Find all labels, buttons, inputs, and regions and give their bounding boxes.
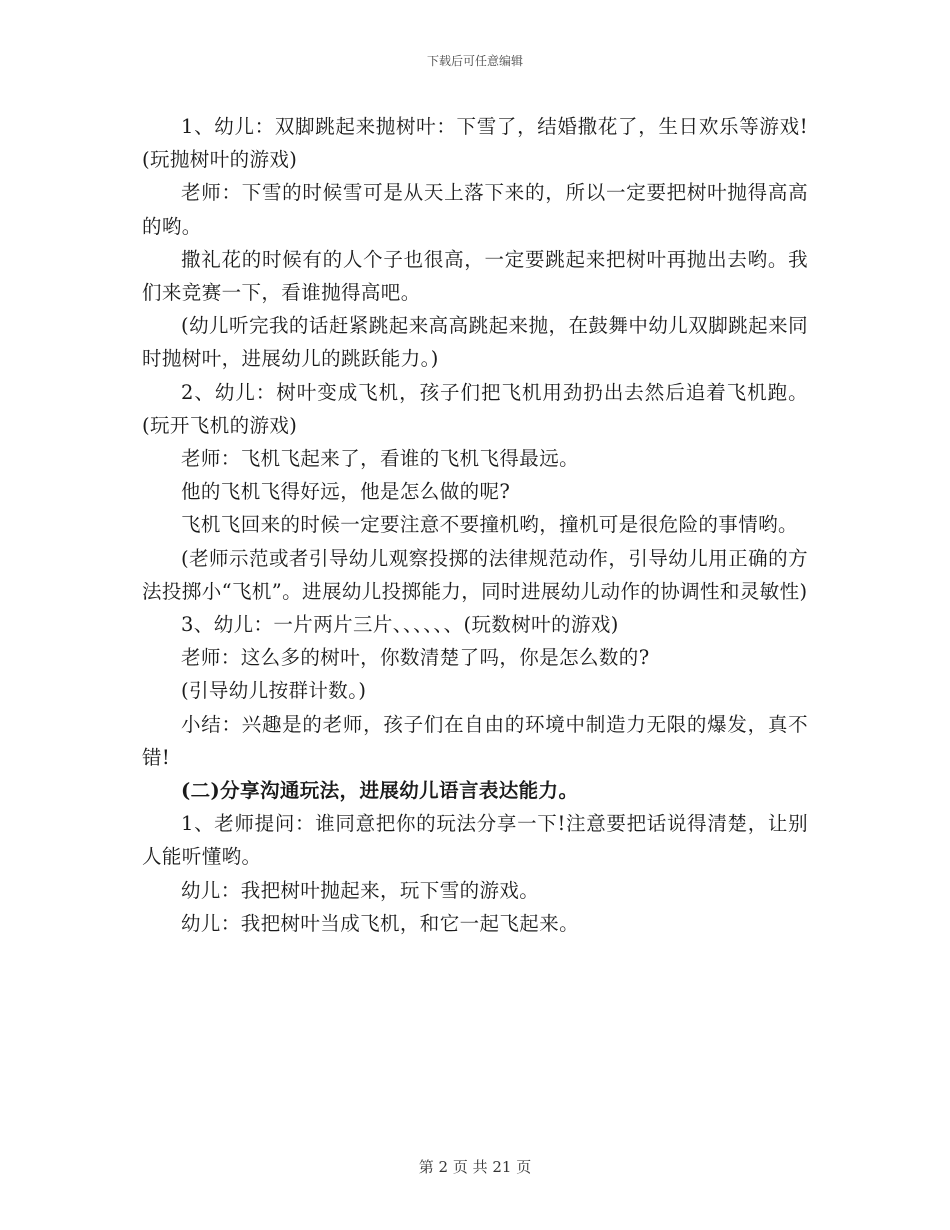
paragraph: 幼儿：我把树叶当成飞机，和它一起飞起来。 <box>181 911 580 935</box>
paragraph: 小结：兴趣是的老师，孩子们在自由的环境中制造力无限的爆发，真不错! <box>142 712 808 769</box>
paragraph: 2、幼儿：树叶变成飞机，孩子们把飞机用劲扔出去然后追着飞机跑。(玩开飞机的游戏) <box>142 380 808 437</box>
paragraph: (老师示范或者引导幼儿观察投掷的法律规范动作，引导幼儿用正确的方法投掷小“飞机”。进展幼儿投掷能力，同时进展幼儿动作的协调性和灵敏性) <box>142 546 808 603</box>
paragraph: (幼儿听完我的话赶紧跳起来高高跳起来抛，在鼓舞中幼儿双脚跳起来同时抛树叶，进展幼儿的跳跃能力。) <box>142 314 808 371</box>
section-heading: (二)分享沟通玩法，进展幼儿语言表达能力。 <box>181 779 579 803</box>
paragraph: 1、幼儿：双脚跳起来抛树叶：下雪了，结婚撒花了，生日欢乐等游戏!(玩抛树叶的游戏) <box>142 115 808 172</box>
paragraph: 他的飞机飞得好远，他是怎么做的呢? <box>181 480 511 504</box>
page-footer: 第 2 页 共 21 页 <box>418 1158 532 1176</box>
paragraph: 老师：这么多的树叶，你数清楚了吗，你是怎么数的? <box>181 646 650 670</box>
paragraph: 老师：下雪的时候雪可是从天上落下来的，所以一定要把树叶抛得高高的哟。 <box>142 181 808 238</box>
paragraph: (引导幼儿按群计数。) <box>181 679 367 703</box>
paragraph: 3、幼儿：一片两片三片、、、、、、(玩数树叶的游戏) <box>181 613 619 637</box>
paragraph: 1、老师提问：谁同意把你的玩法分享一下!注意要把话说得清楚，让别人能听懂哟。 <box>142 812 808 869</box>
paragraph: 幼儿：我把树叶抛起来，玩下雪的游戏。 <box>181 878 540 902</box>
document-body <box>142 110 808 940</box>
paragraph: 飞机飞回来的时候一定要注意不要撞机哟，撞机可是很危险的事情哟。 <box>181 513 798 537</box>
paragraph: 撒礼花的时候有的人个子也很高，一定要跳起来把树叶再抛出去哟。我们来竞赛一下，看谁抛得高吧。 <box>142 247 808 305</box>
page-header: 下载后可任意编辑 <box>426 54 523 68</box>
paragraph: 老师：飞机飞起来了，看谁的飞机飞得最远。 <box>181 447 580 471</box>
